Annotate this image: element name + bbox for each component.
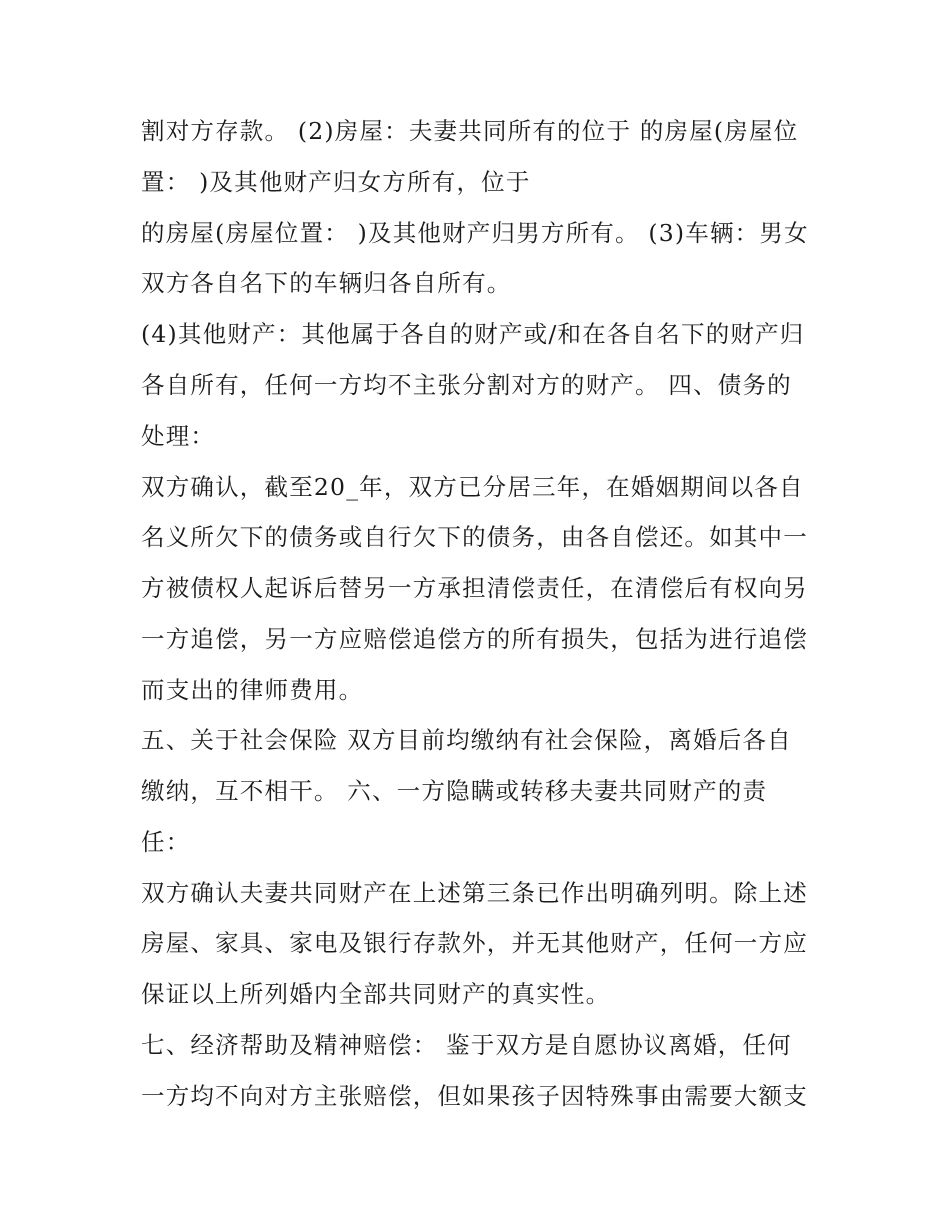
text-line: 割对方存款。 (2)房屋：夫妻共同所有的位于 的房屋(房屋位 [141, 117, 799, 145]
text-line: 七、经济帮助及精神赔偿： 鉴于双方是自愿协议离婚，任何 [141, 1031, 792, 1059]
text-line: 双方各自名下的车辆归各自所有。 [141, 269, 512, 297]
text-line: 名义所欠下的债务或自行欠下的债务，由各自偿还。如其中一 [141, 523, 808, 551]
text-line: 方被债权人起诉后替另一方承担清偿责任，在清偿后有权向另 [141, 574, 808, 602]
text-line: 双方确认，截至20_年，双方已分居三年，在婚姻期间以各自 [141, 473, 804, 501]
text-line: 双方确认夫妻共同财产在上述第三条已作出明确列明。除上述 [141, 879, 808, 907]
text-line: 房屋、家具、家电及银行存款外，并无其他财产，任何一方应 [141, 929, 808, 957]
text-line: 任： [141, 828, 191, 856]
text-line: 一方均不向对方主张赔偿，但如果孩子因特殊事由需要大额支 [141, 1082, 808, 1110]
text-line: 各自所有，任何一方均不主张分割对方的财产。 四、债务的 [141, 371, 792, 399]
text-line: 五、关于社会保险 双方目前均缴纳有社会保险，离婚后各自 [141, 726, 792, 754]
text-line: 缴纳，互不相干。 六、一方隐瞒或转移夫妻共同财产的责 [141, 777, 768, 805]
text-line: 置： )及其他财产归女方所有，位于 [141, 168, 531, 196]
text-line: 的房屋(房屋位置： )及其他财产归男方所有。 (3)车辆：男女 [141, 219, 809, 247]
text-line: 保证以上所列婚内全部共同财产的真实性。 [141, 980, 611, 1008]
text-line: 而支出的律师费用。 [141, 676, 364, 704]
text-line: (4)其他财产：其他属于各自的财产或/和在各自名下的财产归 [141, 320, 805, 348]
text-line: 一方追偿，另一方应赔偿追偿方的所有损失，包括为进行追偿 [141, 625, 808, 653]
text-line: 处理： [141, 422, 216, 450]
